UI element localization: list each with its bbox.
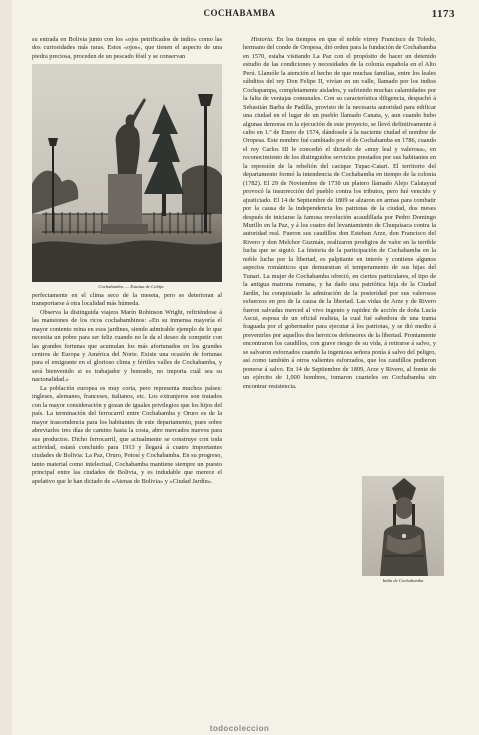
running-title: COCHABAMBA bbox=[203, 8, 276, 18]
history-text: En los tiempos en que el noble virrey Francisco de Toledo, hermano del conde de Oropesa, dió orden para la fundación de Cochabamba en 1570, estaba visitando La Paz con el propósito de hacer un detenido estudio de las condiciones y necesidades de la colonia española en el Alto Perú. Llamóle la atención el hecho de que muchas familias, entre los leales súbditos del rey Don Felipe II, vivían en un valle, llamado por los indios Cochapampa, completamente aislados, y sufriendo muchas calamidades por la falta de ventajas comunales. Con su característica diligencia, despachó á Sebastián Barba de Padilla, provisto de la necesaria autoridad para edificar una ciudad en el lugar de un pueblo llamado Canata, y, aun cuando hubo algunas demoras en la ejecución de este proyecto, se llevó definitivamente á cabo en 1.º de Enero de 1574, dándosele á la naciente ciudad el nombre de Oropesa. Este nombre fué cambiado por el de Cochabamba en 1786, cuando el rey Carlos III le concedió el dictado de «muy leal y valerosa», en reconocimiento de los distinguidos servicios prestados por sus habitantes en la represión de la rebelión del cacique Tupac-Catari. El territorio del departamento formó la intendencia de Cochabamba en tiempo de la colonia (1782). El 29 de Noviembre de 1730 un platero llamado Alejo Calatayud provocó la insurrección del pueblo contra los tributos, pero fué vencido y ajusticiado. El 14 de Septiembre de 1809 se alzaron en armas para combatir por la causa de la independencia los patriotas de la ciudad, dos meses después de iniciarse la famosa revolución acaudillada por Pedro Domingo Murillo en la Paz, y á los cuatro del levantamiento de Chuquisaca contra la autoridad real. Fueron sus caudillos don Esteban Arze, don Francisco del Rivero y don Melchor Guzmán, realizaron prodigios de valor en la terrible lucha que se siguió. La historia de la participación de Cochabamba en la noble lucha por la libertad, es palpitante en interés y contiene algunos aspectos románticos que demuestran el temperamento de sus hijas del Tunari. La mujer de Cochabamba ofreció, en ciertos particulares, el tipo de la antigua matrona romana, y ha dado una patriótica hija de la Ciudad Jardín, ha conquistado la admiración de la posteridad por sus valerosos esfuerzos en pro de la causa de la libertad. Las vidas de Arze y de Rivero fueron salvadas merced al vivo ingenio y rapidez de acción de doña Lucía Ascui, esposa de un oficial realista, la cual fué sabedora de una trama fraguada por el gobernador para ejecutar á los patriotas, y se dió medio á prevenirles por aquellos dos heroicos defensores de la libertad. Prontamente encontraron los caudillos, con grave riesgo de su vida, á retirarse á salvo, y se salvaron esforzados cuando la ingeniosa señora ponía á salvo del peligro, así como también á otros valientes esforzados, que los caudillos pudieron ponerse á salvo. En 14 de Septiembre de 1809, Arze y Rivero, al frente de un ejército de 1,000 hombres, tomaron cuarteles en Cochabamba sin encontrar resistencia. bbox=[243, 36, 436, 390]
paragraph-climate: perfectamente en el clima seco de la meseta, pero se deterioran al transportarse á otra localidad más húmeda. bbox=[32, 291, 222, 308]
history-heading: Historia. bbox=[251, 36, 274, 43]
right-column bbox=[243, 36, 436, 391]
indian-woman-photo-image bbox=[362, 476, 444, 576]
indian-woman-photo bbox=[362, 476, 444, 576]
page-gutter-shadow bbox=[0, 0, 12, 735]
indian-woman-caption: India de Cochabamba bbox=[382, 578, 424, 583]
running-header bbox=[24, 8, 455, 22]
page-number: 1173 bbox=[431, 8, 455, 20]
left-column bbox=[32, 36, 222, 486]
paragraph-history bbox=[243, 36, 436, 391]
statue-photo-image bbox=[32, 64, 222, 282]
statue-photo bbox=[32, 64, 222, 282]
statue-photo-caption: Cochabamba. — Estatua de Cobija bbox=[98, 284, 164, 290]
paragraph-wright: Observa la distinguida viajera Marín Robinson Wright, refiriéndose á las mansiones de los ricos cochabambinos: «En su inmensa mayoría el mayor contento reina en esos jardines, siendo admirable ejemplo de lo que necesita un pobre para ser feliz cuando no le da el deseo de competir con las grandes fortunas que acumulan los más afortunados en los grandes centros de Europa y América del Norte. Existe una ocasión de fortunas para el emigrante en el glorioso clima y fértiles valles de Cochabamba, y será bienvenido si es trabajador y honrado, no importa cuál sea su nacionalidad.» bbox=[32, 308, 222, 384]
watermark-logo: todocoleccion bbox=[209, 724, 270, 733]
paragraph-population: La población europea es muy corta, pero representa muchos países: ingleses, alemanes, franceses, italianos, etc. Los extranjeros son tratados con la mayor consideración y gozan de iguales privilegios que los hijos del país. La terminación del ferrocarril entre Cochabamba y Oruro es de la mayor trascendencia para los habitantes de este departamento, pues sobre abreviarles tres días de camino hasta la costa, abre mercados nuevos para sus productos. Dicho ferrocarril, que actualmente se construye con toda actividad, estará concluido para 1913 y llegará á cuatro importantes ciudades de Bolivia: La Paz, Oruro, Potosí y Cochabamba. En su progreso, tanto material como intelectual, Cochabamba mantiene siempre un puesto principal entre las ciudades de Bolivia, y es indudable que merece el apelativo que le han dictado de «Atenas de Bolivia» y «Ciudad Jardín». bbox=[32, 384, 222, 485]
indian-woman-figure bbox=[358, 476, 444, 583]
paragraph-intro: su entrada en Bolivia junto con los «ojos petrificados de indio» como las dos curiosidades más raras. Estos «ojos», que tienen el aspecto de una piedra preciosa, proceden de un pescado fósil y se conservan bbox=[32, 36, 222, 60]
